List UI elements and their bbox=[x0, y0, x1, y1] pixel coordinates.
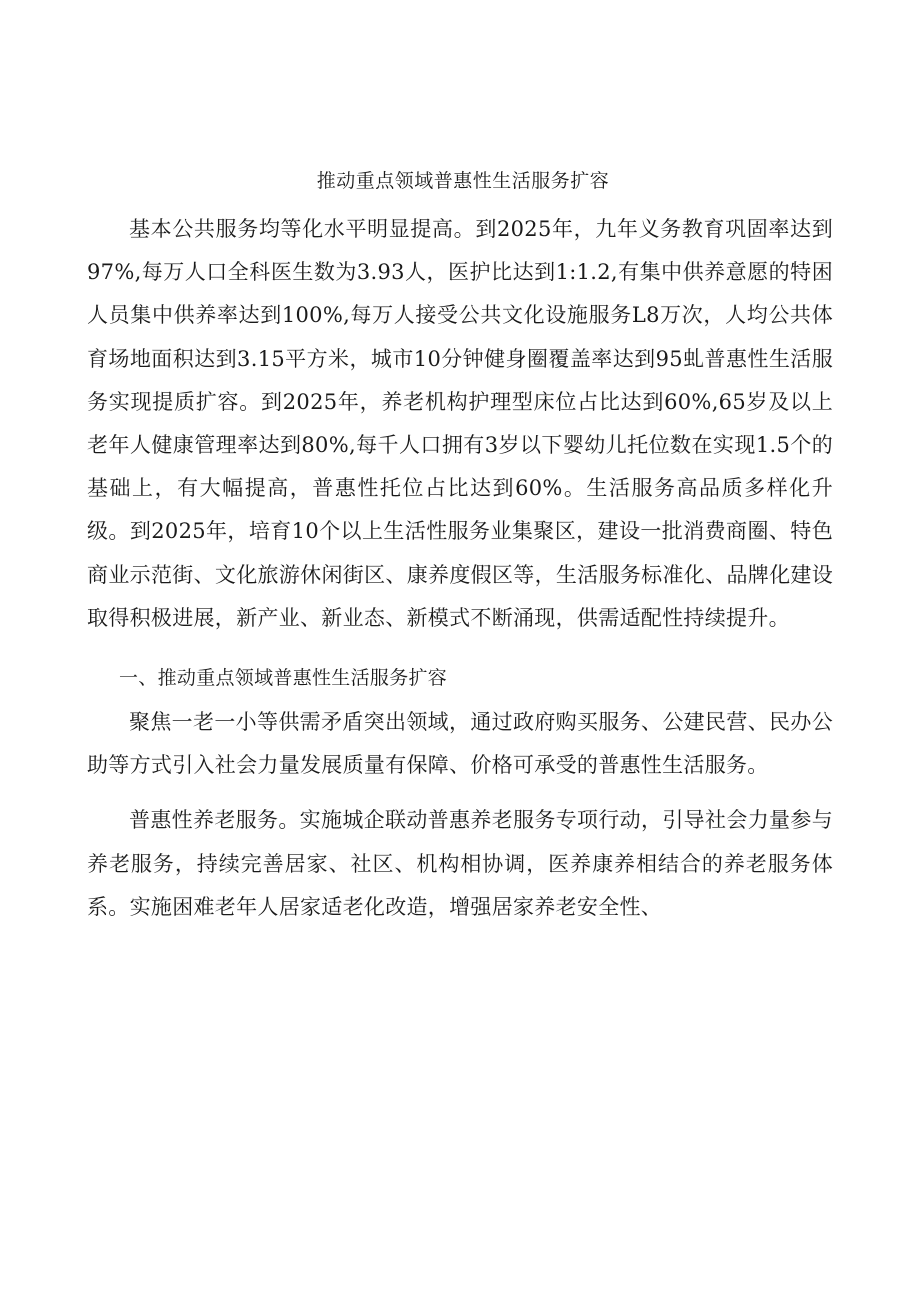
document-body bbox=[87, 168, 833, 929]
elderly-care-paragraph: 普惠性养老服务。实施城企联动普惠养老服务专项行动，引导社会力量参与养老服务，持续完善居家、社区、机构相协调，医养康养相结合的养老服务体系。实施困难老年人居家适老化改造，增强居家养老安全性、 bbox=[87, 808, 833, 919]
document-title: 推动重点领域普惠性生活服务扩容 bbox=[316, 170, 610, 192]
section-heading: 一、推动重点领域普惠性生活服务扩容 bbox=[119, 667, 448, 690]
focus-paragraph: 聚焦一老一小等供需矛盾突出领域，通过政府购买服务、公建民营、民办公助等方式引入社会力量发展质量有保障、价格可承受的普惠性生活服务。 bbox=[87, 710, 833, 778]
intro-paragraph: 基本公共服务均等化水平明显提高。到2025年，九年义务教育巩固率达到97%,每万人口全科医生数为3.93人，医护比达到1:1.2,有集中供养意愿的特困人员集中供养率达到100%,每万人接受公共文化设施服务L8万次，人均公共体育场地面积达到3.15平方米，城市10分钟健身圈覆盖率达到95虬普惠性生活服务实现提质扩容。到2025年，养老机构护理型床位占比达到60%,65岁及以上老年人健康管理率达到80%,每千人口拥有3岁以下婴幼儿托位数在实现1.5个的基础上，有大幅提高，普惠性托位占比达到60%。生活服务高品质多样化升级。到2025年，培育10个以上生活性服务业集聚区，建设一批消费商圈、特色商业示范街、文化旅游休闲街区、康养度假区等，生活服务标准化、品牌化建设取得积极进展，新产业、新业态、新模式不断涌现，供需适配性持续提升。 bbox=[87, 217, 833, 630]
